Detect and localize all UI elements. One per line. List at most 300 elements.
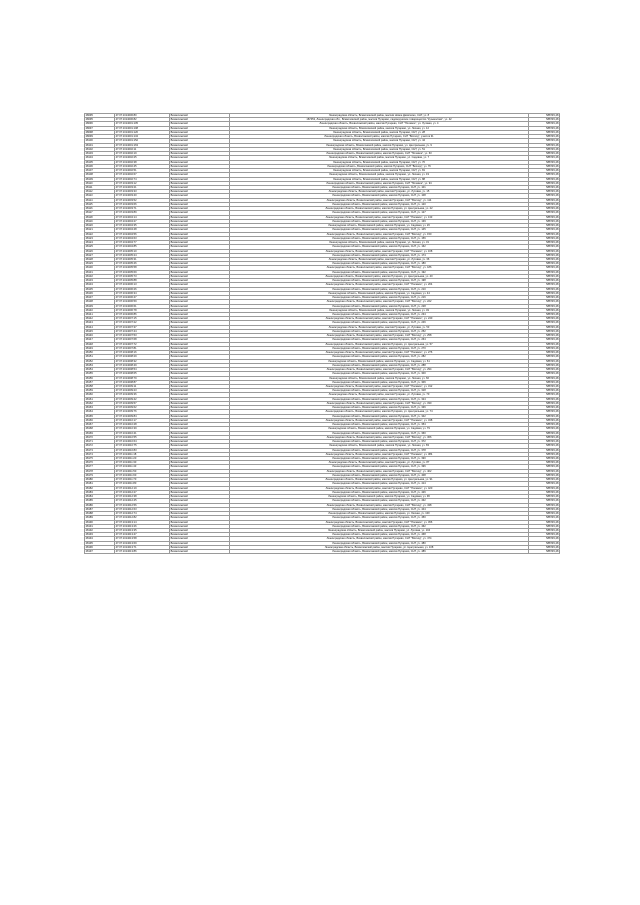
address: Ленинградская область, Всеволожский район, массив Пугарево, СНТ "Восход", уч. 114 — [230, 198, 529, 202]
address: Ленинградская область, Всеволожский район, массив Пугарево, СНТ, уч. 318 — [230, 389, 529, 393]
address: Ленинградская область, Всеволожский район, массив Пугарево, СНТ, уч. 324 — [230, 397, 529, 401]
cadastral-number: 47:07:1014004:48 — [115, 228, 170, 232]
cadastral-number: 47:07:1014005:31 — [115, 257, 170, 261]
cadastral-number: 47:07:1014001:134 — [115, 135, 170, 139]
row-number: 28186 — [85, 503, 115, 507]
cadastral-value: 588745,48 — [529, 507, 560, 511]
cadastral-value: 588745,48 — [529, 495, 560, 499]
row-number: 28132 — [85, 274, 115, 278]
cadastral-value: 588745,48 — [529, 283, 560, 287]
row-number: 28150 — [85, 351, 115, 355]
cadastral-value: 588745,48 — [529, 190, 560, 194]
address: Ленинградская область, Всеволожский район, массив Пугарево, ул. Лесная, уч. 83 — [230, 444, 529, 448]
address: Ленинградская область, Всеволожский район, массив Пугарево, ул. Лесная, уч. 49 — [230, 308, 529, 312]
district-name: Всеволожский — [170, 245, 230, 249]
cadastral-value: 588745,48 — [529, 249, 560, 253]
cadastral-number: 47:07:1014011:30 — [115, 461, 170, 465]
address: Ленинградская область, Всеволожский район, массив Пугарево, СНТ, уч. 174 — [230, 253, 529, 257]
address: Ленинградская область, Всеволожский район, массив Пугарево, СНТ "Полевое", уч. 133 — [230, 215, 529, 219]
address: Ленинградская область, Всеволожский район, массив Пугарево, СНТ, уч. 28 — [230, 130, 529, 134]
cadastral-number: 47:07:1014001:120 — [115, 130, 170, 134]
cadastral-number: 47:07:1014008:87 — [115, 380, 170, 384]
cadastral-value: 588745,48 — [529, 499, 560, 503]
cadastral-value: 588745,48 — [529, 194, 560, 198]
row-number: 28121 — [85, 228, 115, 232]
cadastral-value: 588745,48 — [529, 355, 560, 359]
cadastral-number: 47:07:1014008:65 — [115, 372, 170, 376]
row-number: 28187 — [85, 507, 115, 511]
cadastral-value: 588745,48 — [529, 185, 560, 189]
address: Ленинградская область, Всеволожский район, массив Пугарево, СНТ, уч. 342 — [230, 414, 529, 418]
row-number: 28128 — [85, 257, 115, 261]
address: Ленинградская область, Всеволожский район, массив Пугарево, СНТ, уч. 228 — [230, 304, 529, 308]
cadastral-number: 47:07:1014010:28 — [115, 423, 170, 427]
row-number: 28158 — [85, 385, 115, 389]
district-name: Всеволожский — [170, 207, 230, 211]
district-name: Всеволожский — [170, 270, 230, 274]
row-number: 28167 — [85, 423, 115, 427]
cadastral-number: 47:07:1014009:11 — [115, 385, 170, 389]
cadastral-number: 47:07:1014012:82 — [115, 516, 170, 520]
cadastral-number: 47:07:1014008:79 — [115, 376, 170, 380]
row-number: 28171 — [85, 440, 115, 444]
district-name: Всеволожский — [170, 482, 230, 486]
row-number: 28097 — [85, 126, 115, 130]
row-number: 28120 — [85, 224, 115, 228]
row-number: 28123 — [85, 236, 115, 240]
district-name: Всеволожский — [170, 456, 230, 460]
district-name: Всеволожский — [170, 202, 230, 206]
cadastral-value: 588745,48 — [529, 456, 560, 460]
cadastral-value: 588745,48 — [529, 346, 560, 350]
address: Ленинградская область, Всеволожский район, массив Пугарево, СНТ, уч. 270 — [230, 346, 529, 350]
cadastral-value: 588745,48 — [529, 122, 560, 126]
address: Ленинградская область, Всеволожский район, массив Пугарево, ул. Луговая, уч. 104 — [230, 528, 529, 532]
row-number: 28145 — [85, 329, 115, 333]
address: Ленинградская область, Всеволожский район, массив Пугарево, СНТ, уч. 336 — [230, 406, 529, 410]
cadastral-number: 47:07:1014013:86 — [115, 550, 170, 554]
cadastral-value: 588745,48 — [529, 118, 560, 122]
district-name: Всеволожский — [170, 185, 230, 189]
cadastral-number: 47:07:1014007:37 — [115, 325, 170, 329]
row-number: 28194 — [85, 537, 115, 541]
address: Ленинградская область, Всеволожский район, массив Пугарево, ул. Луговая, уч. 70 — [230, 393, 529, 397]
row-number: 28144 — [85, 325, 115, 329]
address: Ленинградская область, Всеволожский район, массив Пугарево, ул. Центральная, уч. 57 — [230, 342, 529, 346]
district-name: Всеволожский — [170, 236, 230, 240]
address: Ленинградская область, Всеволожский район, массив Пугарево, ул. Центральная, уч. 74 — [230, 410, 529, 414]
address: Ленинградская область, Всеволожский район, массив Пугарево, СНТ "Полевое", уч. 384 — [230, 452, 529, 456]
cadastral-value: 588745,48 — [529, 406, 560, 410]
cadastral-value: 588745,48 — [529, 219, 560, 223]
row-number: 28135 — [85, 287, 115, 291]
cadastral-value: 588745,48 — [529, 537, 560, 541]
address: Ленинградская область, Всеволожский район, массив Пугарево, СНТ "Восход", уч. 258 — [230, 334, 529, 338]
row-number: 28177 — [85, 465, 115, 469]
cadastral-number: 47:07:1014009:62 — [115, 406, 170, 410]
address: Ленинградская область, Всеволожский район, массив Пугарево, СНТ "Восход", участок 31 — [230, 135, 529, 139]
address: Ленинградская область, Всеволожский район, массив Пугарево, СНТ, уч. 468 — [230, 533, 529, 537]
address: Ленинградская область, Всеволожский район, массив Пугарево, ул. Центральная, уч. 40 — [230, 274, 529, 278]
row-number: 28176 — [85, 461, 115, 465]
cadastral-value: 588745,48 — [529, 541, 560, 545]
row-number: 28163 — [85, 406, 115, 410]
row-number: 28185 — [85, 499, 115, 503]
cadastral-number: 47:07:1014011:80 — [115, 482, 170, 486]
district-name: Всеволожский — [170, 130, 230, 134]
address: Ленинградская область, Всеволожский район, массив Пугарево, СНТ, уч. 139 — [230, 219, 529, 223]
cadastral-number: 47:07:1014003:52 — [115, 198, 170, 202]
cadastral-number: 47:07:1014002:67 — [115, 173, 170, 177]
row-number: 28193 — [85, 533, 115, 537]
cadastral-value: 588745,48 — [529, 262, 560, 266]
address: Ленинградская область, Всеволожский район, массив Пугарево, СНТ, уч. 192 — [230, 270, 529, 274]
cadastral-number: 47:07:1014005:69 — [115, 270, 170, 274]
address: Ленинградская область, Всеволожский район, массив Пугарево, СНТ, уч. 360 — [230, 431, 529, 435]
row-number: 28183 — [85, 490, 115, 494]
cadastral-number: 47:07:1014001:163 — [115, 143, 170, 147]
row-number: 28103 — [85, 152, 115, 156]
address: Ленинградская область, Всеволожский район, массив Новое Девяткино, СНТ, уч. 8 — [230, 114, 529, 118]
cadastral-number: 47:07:1014013:58 — [115, 537, 170, 541]
cadastral-number: 47:07:1014006:78 — [115, 308, 170, 312]
row-number: 28154 — [85, 368, 115, 372]
district-name: Всеволожский — [170, 478, 230, 482]
address: Ленинградская область, Всеволожский район, массив Пугарево, СНТ, уч. 198 — [230, 279, 529, 283]
address: Ленинградская область, Всеволожский район, массив Пугарево, СНТ "Полевое", уч. 348 — [230, 418, 529, 422]
district-name: Всеволожский — [170, 164, 230, 168]
district-name: Всеволожский — [170, 524, 230, 528]
cadastral-number: 47:07:1014003:33 — [115, 190, 170, 194]
address: Ленинградская область, Всеволожский район, массив Пугарево, ул. Лесная, уч. 12 — [230, 126, 529, 130]
row-number: 28095 — [85, 114, 115, 118]
cadastral-number: 47:07:1014012:19 — [115, 486, 170, 490]
cadastral-number: 47:07:1014011:18 — [115, 452, 170, 456]
row-number: 28191 — [85, 524, 115, 528]
cadastral-number: 47:07:1014004:35 — [115, 224, 170, 228]
cadastral-number: 47:07:1014006:13 — [115, 283, 170, 287]
cadastral-number: 47:07:1014009:57 — [115, 401, 170, 405]
row-number: 28175 — [85, 456, 115, 460]
district-name: Всеволожский — [170, 334, 230, 338]
row-number: 28105 — [85, 160, 115, 164]
row-number: 28148 — [85, 342, 115, 346]
cadastral-value: 588745,48 — [529, 490, 560, 494]
address: Ленинградская область, Всеволожский район, массив Пугарево, ул. Центральная, уч. 91 — [230, 478, 529, 482]
district-name: Всеволожский — [170, 410, 230, 414]
address: Ленинградская область, Всеволожский район, массив Пугарево, СНТ, уч. 44 — [230, 139, 529, 143]
cadastral-value: 588745,48 — [529, 448, 560, 452]
district-name: Всеволожский — [170, 385, 230, 389]
district-name: Всеволожский — [170, 262, 230, 266]
cadastral-number: 47:07:1014008:32 — [115, 359, 170, 363]
district-name: Всеволожский — [170, 418, 230, 422]
row-number: 28196 — [85, 545, 115, 549]
row-number: 28131 — [85, 270, 115, 274]
district-name: Всеволожский — [170, 503, 230, 507]
cadastral-number: 47:07:1014006:34 — [115, 291, 170, 295]
cadastral-value: 588745,48 — [529, 291, 560, 295]
data-table — [84, 113, 560, 554]
row-number: 28195 — [85, 541, 115, 545]
district-name: Всеволожский — [170, 444, 230, 448]
district-name: Всеволожский — [170, 325, 230, 329]
district-name: Всеволожский — [170, 528, 230, 532]
district-name: Всеволожский — [170, 401, 230, 405]
address: Ленинградская область, Всеволожский район, массив Пугарево, СНТ, уч. 120 — [230, 202, 529, 206]
address: Ленинградская область, Всеволожский район, массив Пугарево, СНТ, уч. 51 — [230, 147, 529, 151]
district-name: Всеволожский — [170, 380, 230, 384]
district-name: Всеволожский — [170, 122, 230, 126]
cadastral-number: 47:07:1014012:56 — [115, 503, 170, 507]
cadastral-number: 47:07:1014002:51 — [115, 169, 170, 173]
address: Ленинградская область, Всеволожский район, массив Пугарево, СНТ "Полевое", ул. Луговая, уч. 4 — [230, 122, 529, 126]
address: Ленинградская область, Всеволожский район, массив Пугарево, СНТ "Полевое", уч. 94 — [230, 181, 529, 185]
row-number: 28122 — [85, 232, 115, 236]
row-number: 28104 — [85, 156, 115, 160]
row-number: 28100 — [85, 139, 115, 143]
row-number: 28160 — [85, 393, 115, 397]
row-number: 28134 — [85, 283, 115, 287]
address: Ленинградская область, Всеволожский район, массив Пугарево, СНТ, уч. 396 — [230, 465, 529, 469]
cadastral-value: 588745,48 — [529, 418, 560, 422]
address: Ленинградская область, Всеволожский район, массив Пугарево, СНТ "Восход", уч. 330 — [230, 401, 529, 405]
cadastral-value: 588745,48 — [529, 198, 560, 202]
district-name: Всеволожский — [170, 266, 230, 270]
cadastral-value: 588745,48 — [529, 533, 560, 537]
cadastral-number: 47:07:1014011:70 — [115, 478, 170, 482]
table-row — [85, 550, 560, 554]
district-name: Всеволожский — [170, 317, 230, 321]
row-number: 28188 — [85, 512, 115, 516]
cadastral-number: 47:07:1014001:108 — [115, 126, 170, 130]
cadastral-number: 47:07:1014007:15 — [115, 317, 170, 321]
cadastral-value: 588745,48 — [529, 503, 560, 507]
cadastral-value: 588745,48 — [529, 376, 560, 380]
address: Ленинградская область, Всеволожский район, массив Пугарево, СНТ "Полевое", уч. 240 — [230, 317, 529, 321]
cadastral-number: 47:07:1014013:26 — [115, 524, 170, 528]
cadastral-value: 588745,48 — [529, 304, 560, 308]
row-number: 28156 — [85, 376, 115, 380]
row-number: 28155 — [85, 372, 115, 376]
cadastral-value: 588745,48 — [529, 245, 560, 249]
address: Ленинградская область, Всеволожский район, массив Пугарево, ул. Садовая, уч. 61 — [230, 359, 529, 363]
row-number: 28110 — [85, 181, 115, 185]
cadastral-value: 588745,48 — [529, 435, 560, 439]
cadastral-number: 47:07:1014003:40 — [115, 194, 170, 198]
row-number: 28102 — [85, 147, 115, 151]
address: Ленинградская область, Всеволожский район, массив Пугарево, СНТ "Полевое", уч. 63 — [230, 152, 529, 156]
row-number: 28101 — [85, 143, 115, 147]
row-number: 28197 — [85, 550, 115, 554]
district-name: Всеволожский — [170, 376, 230, 380]
row-number: 28113 — [85, 194, 115, 198]
cadastral-value: 588745,48 — [529, 351, 560, 355]
district-name: Всеволожский — [170, 516, 230, 520]
cadastral-value: 588745,48 — [529, 372, 560, 376]
cadastral-number: 47:07:1014001:152 — [115, 139, 170, 143]
address: Ленинградская область, Всеволожский район, массив Пугарево, СНТ "Восход", уч. 222 — [230, 300, 529, 304]
district-name: Всеволожский — [170, 448, 230, 452]
address: Ленинградская область, Всеволожский район, массив Пугарево, СНТ "Полевое", уч. 204 — [230, 283, 529, 287]
address: Ленинградская область, Всеволожский район, массив Пугарево, СНТ "Полевое", уч. 312 — [230, 385, 529, 389]
cadastral-value: 588745,48 — [529, 173, 560, 177]
row-number: 28168 — [85, 427, 115, 431]
cadastral-number: 47:07:1014011:50 — [115, 469, 170, 473]
cadastral-value: 588745,48 — [529, 211, 560, 215]
cadastral-value: 588745,48 — [529, 452, 560, 456]
cadastral-number: 47:07:1014003:21 — [115, 185, 170, 189]
row-number: 28136 — [85, 291, 115, 295]
cadastral-number: 47:07:1014012:74 — [115, 512, 170, 516]
cadastral-number: 47:07:1014010:17 — [115, 418, 170, 422]
address: Ленинградская область, Всеволожский район, массив Пугарево, СНТ, уч. 145 — [230, 228, 529, 232]
address: Ленинградская область, Всеволожский район, массив Пугарево, СНТ, уч. 108 — [230, 194, 529, 198]
row-number: 28147 — [85, 338, 115, 342]
address: Ленинградская область, Всеволожский район, массив Пугарево, СНТ, уч. 288 — [230, 363, 529, 367]
cadastral-value: 588745,48 — [529, 325, 560, 329]
district-name: Всеволожский — [170, 291, 230, 295]
cadastral-value: 588745,48 — [529, 164, 560, 168]
address: Ленинградская область, Всеволожский район, массив Пугарево, СНТ, уч. 432 — [230, 499, 529, 503]
row-number: 28149 — [85, 346, 115, 350]
address: Ленинградская область, Всеволожский район, массив Пугарево, СНТ, уч. 390 — [230, 456, 529, 460]
address: Ленинградская область, Всеволожский район, массив Пугарево, СНТ, уч. 414 — [230, 482, 529, 486]
row-number: 28115 — [85, 202, 115, 206]
cadastral-value: 588745,48 — [529, 147, 560, 151]
cadastral-value: 588745,48 — [529, 215, 560, 219]
cadastral-number: 47:07:1014013:35 — [115, 528, 170, 532]
cadastral-value: 588745,48 — [529, 236, 560, 240]
cadastral-number: 47:07:1014007:53 — [115, 334, 170, 338]
row-number: 28142 — [85, 317, 115, 321]
address: Ленинградская область, Всеволожский район, массив Пугарево, СНТ, уч. 480 — [230, 541, 529, 545]
row-number: 28152 — [85, 359, 115, 363]
district-name: Всеволожский — [170, 486, 230, 490]
address: Ленинградская область, Всеволожский район, массив Пугарево, СНТ, уч. 162 — [230, 245, 529, 249]
row-number: 28119 — [85, 219, 115, 223]
row-number: 28138 — [85, 300, 115, 304]
district-name: Всеволожский — [170, 300, 230, 304]
address: Ленинградская область, Всеволожский район, массив Пугарево, СНТ "Восход", уч. 366 — [230, 435, 529, 439]
cadastral-number: 47:07:1014004:56 — [115, 232, 170, 236]
district-name: Всеволожский — [170, 190, 230, 194]
cadastral-value: 588745,48 — [529, 300, 560, 304]
district-name: Всеволожский — [170, 372, 230, 376]
cadastral-value: 588745,48 — [529, 181, 560, 185]
cadastral-value: 588745,48 — [529, 139, 560, 143]
district-name: Всеволожский — [170, 194, 230, 198]
address: Ленинградская область, Всеволожский район, массив Пугарево, СНТ, уч. 127 — [230, 211, 529, 215]
address: Ленинградская область, Всеволожский район, массив Пугарево, СНТ, уч. 426 — [230, 490, 529, 494]
district-name: Всеволожский — [170, 550, 230, 554]
cadastral-number: 47:07:1014004:85 — [115, 245, 170, 249]
district-name: Всеволожский — [170, 283, 230, 287]
address: Ленинградская область, Всеволожский район, массив Пугарево, ул. Лесная, уч. 100 — [230, 512, 529, 516]
cadastral-value: 588745,48 — [529, 317, 560, 321]
cadastral-value: 588745,48 — [529, 228, 560, 232]
address: Ленинградская область, Всеволожский район, массив Пугарево, ул. Садовая, уч. 7 — [230, 156, 529, 160]
cadastral-number: 47:07:1014013:71 — [115, 545, 170, 549]
cadastral-value: 588745,48 — [529, 177, 560, 181]
cadastral-value: 588745,48 — [529, 444, 560, 448]
district-name: Всеволожский — [170, 507, 230, 511]
cadastral-value: 588745,48 — [529, 257, 560, 261]
address: Ленинградская область, Всеволожский район, массив Пугарево, ул. Луговая, уч. 53 — [230, 325, 529, 329]
cadastral-number: 47:07:1014008:16 — [115, 351, 170, 355]
row-number: 28166 — [85, 418, 115, 422]
address: Ленинградская область, Всеволожский район, массив Пугарево, ул. Садовая, уч. 79 — [230, 427, 529, 431]
address: Ленинградская область, Всеволожский район, массив Пугарево, ул. Центральная, уч. 108 — [230, 545, 529, 549]
district-name: Всеволожский — [170, 126, 230, 130]
cadastral-value: 588745,48 — [529, 414, 560, 418]
row-number: 28126 — [85, 249, 115, 253]
cadastral-number: 47:07:1014002:25 — [115, 156, 170, 160]
district-name: Всеволожский — [170, 393, 230, 397]
address: Ленинградская область, Всеволожский район, массив Пугарево, СНТ, уч. 156 — [230, 236, 529, 240]
cadastral-value: 588745,48 — [529, 363, 560, 367]
cadastral-number: 47:07:1014003:89 — [115, 211, 170, 215]
district-name: Всеволожский — [170, 351, 230, 355]
address: Ленинградская область, Всеволожский район, массив Пугарево, ул. Лесная, уч. 66 — [230, 376, 529, 380]
cadastral-value: 588745,48 — [529, 393, 560, 397]
row-number: 28114 — [85, 198, 115, 202]
row-number: 28146 — [85, 334, 115, 338]
cadastral-number: 47:07:1014006:26 — [115, 287, 170, 291]
cadastral-value: 588745,48 — [529, 266, 560, 270]
row-number: 28162 — [85, 401, 115, 405]
row-number: 28139 — [85, 304, 115, 308]
cadastral-number: 47:07:1014009:76 — [115, 410, 170, 414]
district-name: Всеволожский — [170, 389, 230, 393]
cadastral-value: 588745,48 — [529, 270, 560, 274]
cadastral-value: 588745,48 — [529, 545, 560, 549]
row-number: 28095 — [85, 118, 115, 122]
cadastral-number: 47:07:1014002:74 — [115, 177, 170, 181]
district-name: Всеволожский — [170, 177, 230, 181]
row-number: 28179 — [85, 473, 115, 477]
row-number: 28129 — [85, 262, 115, 266]
district-name: Всеволожский — [170, 520, 230, 524]
cadastral-number: 47:07:1014005:88 — [115, 279, 170, 283]
district-name: Всеволожский — [170, 215, 230, 219]
address: Ленинградская область, Всеволожский район, массив Пугарево, СНТ, уч. 234 — [230, 313, 529, 317]
district-name: Всеволожский — [170, 435, 230, 439]
cadastral-number: 47:07:1014007:44 — [115, 329, 170, 333]
address: Ленинградская область, Всеволожский район, массив Пугарево, ул. Садовая, уч. 44 — [230, 291, 529, 295]
cadastral-value: 588745,48 — [529, 156, 560, 160]
cadastral-value: 588745,48 — [529, 528, 560, 532]
cadastral-value: 588745,48 — [529, 401, 560, 405]
cadastral-value: 588745,48 — [529, 482, 560, 486]
address: Ленинградская область, Всеволожский район, массив Пугарево, СНТ, уч. 444 — [230, 507, 529, 511]
cadastral-number: 47:07:1014012:27 — [115, 490, 170, 494]
address: Ленинградская область, Всеволожский район, массив Пугарево, СНТ, уч. 462 — [230, 524, 529, 528]
address: Ленинградская область, Всеволожский район, массив Пугарево, СНТ, уч. 210 — [230, 287, 529, 291]
district-name: Всеволожский — [170, 169, 230, 173]
district-name: Всеволожский — [170, 427, 230, 431]
cadastral-number: 47:07:1014005:10 — [115, 249, 170, 253]
district-name: Всеволожский — [170, 406, 230, 410]
cadastral-value: 588745,48 — [529, 516, 560, 520]
row-number: 28140 — [85, 308, 115, 312]
district-name: Всеволожский — [170, 257, 230, 261]
district-name: Всеволожский — [170, 342, 230, 346]
row-number: 28170 — [85, 435, 115, 439]
cadastral-number: 47:07:1014008:49 — [115, 363, 170, 367]
row-number: 28174 — [85, 452, 115, 456]
cadastral-value: 588745,48 — [529, 253, 560, 257]
